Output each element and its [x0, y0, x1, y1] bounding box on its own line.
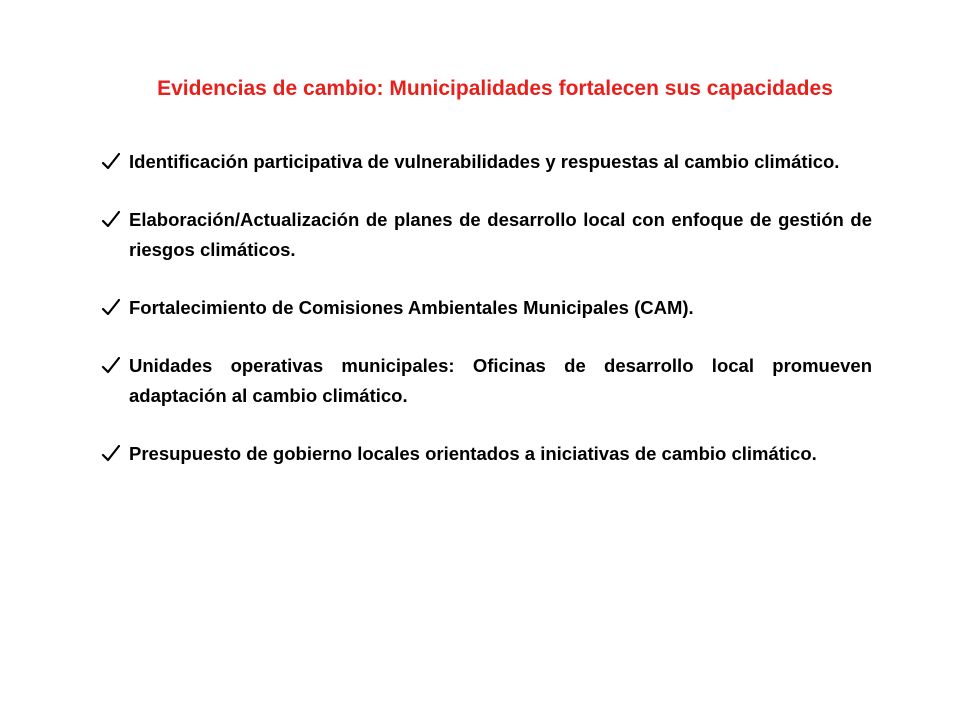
bullet-item — [100, 147, 872, 177]
checkmark-icon — [100, 149, 122, 173]
bullet-text: Fortalecimiento de Comisiones Ambientales Municipales (CAM). — [129, 297, 694, 318]
checkmark-icon — [100, 441, 122, 465]
checkmark-icon — [100, 295, 122, 319]
bullet-item — [100, 293, 872, 323]
bullet-text: Presupuesto de gobierno locales orientados a iniciativas de cambio climático. — [129, 443, 817, 464]
checkmark-icon — [100, 353, 122, 377]
bullet-item — [100, 351, 872, 411]
checkmark-icon — [100, 207, 122, 231]
bullet-text: Unidades operativas municipales: Oficinas de desarrollo local promueven adaptación al cambio climático. — [129, 355, 872, 406]
bullet-list — [100, 147, 872, 469]
bullet-text: Identificación participativa de vulnerabilidades y respuestas al cambio climático. — [129, 151, 840, 172]
slide-title — [0, 74, 960, 104]
bullet-item — [100, 439, 872, 469]
bullet-text: Elaboración/Actualización de planes de desarrollo local con enfoque de gestión de riesgos climáticos. — [129, 209, 872, 260]
slide-title-text: Evidencias de cambio: Municipalidades fortalecen sus capacidades — [157, 77, 833, 100]
bullet-item — [100, 205, 872, 265]
